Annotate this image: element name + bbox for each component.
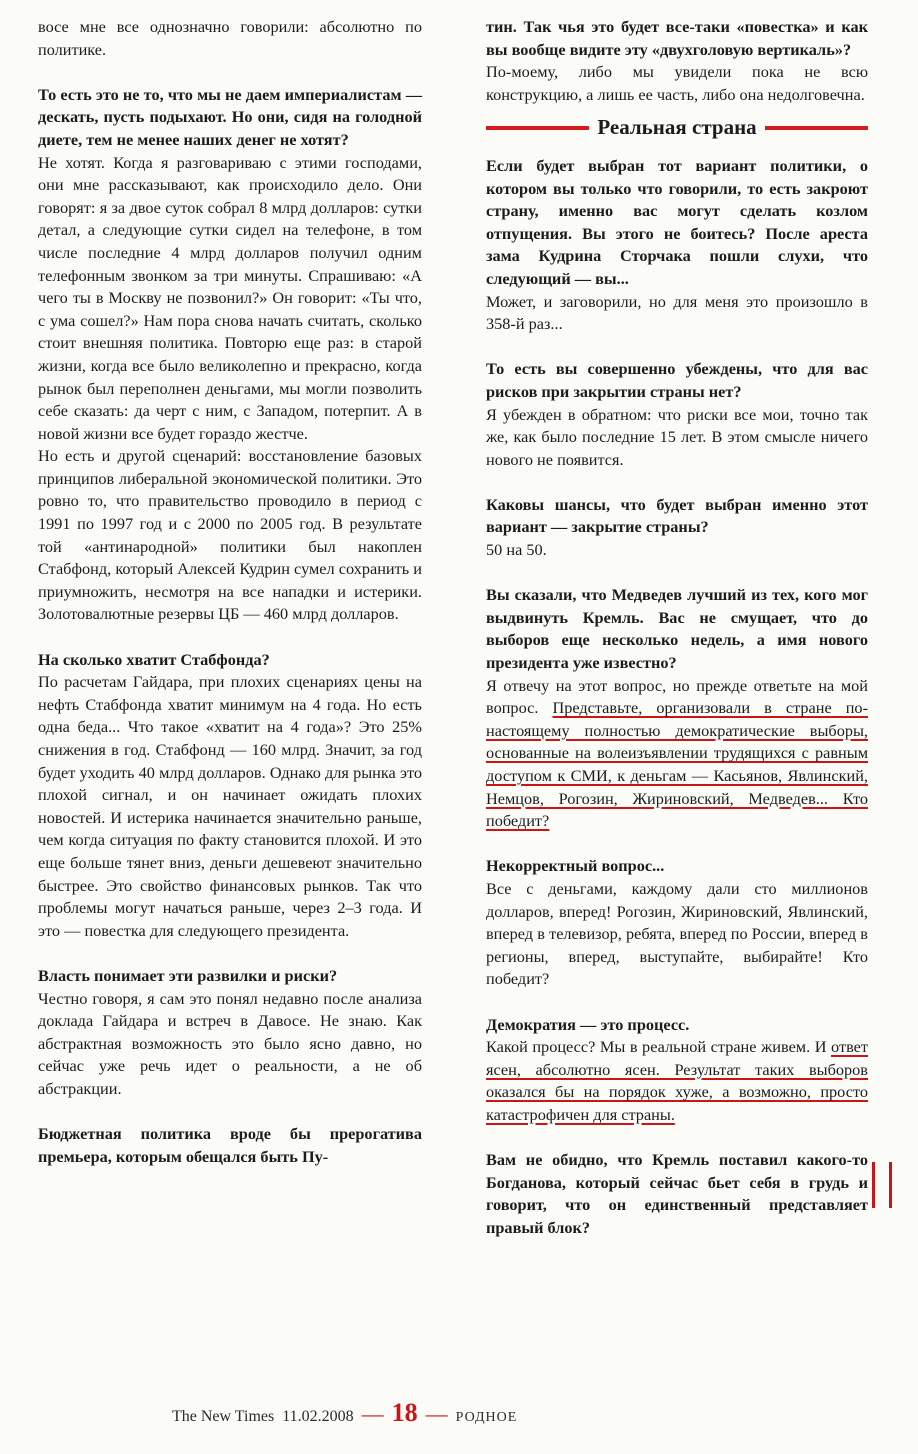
section-heading (486, 116, 868, 139)
question-text: Каковы шансы, что будет выбран именно этот вариант — закрытие страны? (486, 494, 868, 537)
footer-dash-right: — (425, 1401, 448, 1426)
question-text: На сколько хватит Стабфонда? (38, 649, 270, 669)
answer-text: Честно говоря, я сам это понял недавно после анализа доклада Гайдара и встреч в Давосе. Не знаю. Как абстрактная возможность это было ясно давно, но сейчас уже речь идет о реальности, а не об абстракции. (38, 988, 422, 1098)
question (486, 1014, 868, 1037)
question-text: Бюджетная политика вроде бы прерогатива премьера, которым обещался быть Пу- (38, 1124, 422, 1166)
answer (486, 1036, 868, 1126)
question-text: То есть вы совершенно убеждены, что для вас рисков при закрытии страны нет? (486, 359, 868, 401)
answer (38, 671, 422, 942)
right-column-top (486, 16, 868, 106)
answer-text: 50 на 50. (486, 540, 547, 560)
question (38, 649, 422, 672)
answer (486, 404, 868, 472)
question (486, 155, 868, 291)
answer (486, 878, 868, 991)
question-text: Вам не обидно, что Кремль поставил какого-то Богданова, который сейчас бьет себя в грудь и говорит, что он единственный представляет правый блок? (486, 1150, 868, 1237)
paragraph-gap (486, 991, 868, 1014)
footer-dash-left: — (361, 1401, 384, 1426)
answer (486, 675, 868, 833)
answer (38, 988, 422, 1101)
question (486, 855, 868, 878)
page-footer (172, 1398, 517, 1428)
answer-text: Я отвечу на этот вопрос, но прежде ответьте на мой вопрос. (486, 675, 868, 718)
paragraph-gap (38, 942, 422, 965)
answer (486, 291, 868, 336)
question-text: Некорректный вопрос... (486, 856, 665, 876)
answer (38, 445, 422, 626)
question (486, 584, 868, 674)
answer-text: По расчетам Гайдара, при плохих сценариях цены на нефть Стабфонда хватит минимум на 4 года. Но есть одна беда... Что такое «хватит на 4 года»? Это 25% снижения в год. Стабфонд — 160 млрд. Значит, за год будет уходить 40 млрд долларов. Однако для рынка это плохой сигнал, и он начинает ожидать плохих новостей. И истерика начинается значительно раньше, чем когда ситуация по факту становится плохой. И это еще больше тянет вниз, деньги дешевеют значительно быстрее. Это свойство финансовых рынков. Так что проблемы могут начаться раньше, через 2–3 года. И это — повестка для следующего президента. (38, 672, 422, 940)
paragraph-gap (486, 562, 868, 585)
margin-mark (872, 1162, 892, 1208)
paragraph-gap (486, 471, 868, 494)
answer (38, 152, 422, 446)
question-text: Власть понимает эти развилки и риски? (38, 965, 338, 985)
question (486, 16, 868, 61)
question-text: Если будет выбран тот вариант политики, о котором вы только что говорили, то есть закроют страну, именно вас могут сделать козлом отпущения. Вы этого не боитесь? После ареста зама Кудрина Сторчака пошли слухи, что следующий — вы... (486, 155, 868, 288)
paragraph-gap (38, 1101, 422, 1124)
paragraph-gap (486, 336, 868, 359)
question (38, 1123, 422, 1168)
question (38, 965, 422, 988)
answer-text: По-моему, либо мы увидели пока не всю конструкцию, а лишь ее часть, либо она недолговечна. (486, 62, 868, 104)
question (486, 1149, 868, 1239)
answer-text: Какой процесс? Мы в реальной стране живем. И (486, 1037, 827, 1057)
section-heading-text: Реальная страна (597, 115, 757, 140)
section-rule-left (486, 126, 589, 130)
footer-section: РОДНОЕ (455, 1410, 518, 1425)
footer-date: 11.02.2008 (282, 1408, 354, 1425)
question-text: тин. Так чья это будет все-таки «повестка» и как вы вообще видите эту «двухголовую вертикаль»? (486, 17, 868, 59)
paragraph-gap (486, 833, 868, 856)
question (486, 494, 868, 539)
answer-text: Может, и заговорили, но для меня это произошло в 358-й раз... (486, 291, 868, 334)
underlined-text: Представьте, организовали в стране по-настоящему полностью демократические выборы, основанные на волеизъявлении трудящихся с равным доступом к СМИ, к деньгам — Касьянов, Явлинский, Немцов, Рогозин, Жириновский, Медведев... Кто победит? (486, 698, 868, 831)
underlined-text: ответ ясен, абсолютно ясен. Результат таких выборов оказался бы на порядок хуже, а возможно, просто катастрофичен для страны. (486, 1037, 869, 1124)
footer-page-number: 18 (391, 1398, 418, 1427)
answer (38, 16, 422, 61)
left-column (38, 16, 422, 1168)
answer-text: Все с деньгами, каждому дали сто миллионов долларов, вперед! Рогозин, Жириновский, Явлинский, вперед в телевизор, ребята, вперед по России, вперед в регионы, вперед, выступайте, выбирайте! Кто победит? (486, 878, 868, 989)
question-text: Вы сказали, что Медведев лучший из тех, кого мог выдвинуть Кремль. Вас не смущает, что до выборов еще несколько недель, а имя нового президента уже известно? (486, 585, 868, 673)
answer (486, 61, 868, 106)
answer-text: Но есть и другой сценарий: восстановление базовых принципов либеральной экономической политики. Это ровно то, что правительство проводило в период с 1991 по 1997 год и с 2000 по 2005 год. В результате той «антинародной» политики был накоплен Стабфонд, который Алексей Кудрин сумел сохранить и приумножить, несмотря на все нападки и истерики. Золотовалютные резервы ЦБ — 460 млрд долларов. (38, 446, 422, 624)
question-text: Демократия — это процесс. (486, 1014, 690, 1034)
paragraph-gap (38, 61, 422, 84)
paragraph-gap (486, 1127, 868, 1150)
answer-text: восе мне все однозначно говорили: абсолютно по политике. (38, 17, 422, 59)
question (486, 358, 868, 403)
answer-text: Я убежден в обратном: что риски все мои, точно так же, как было последние 15 лет. В этом смысле ничего нового не появится. (486, 404, 868, 469)
footer-magazine: The New Times (172, 1408, 275, 1425)
answer (486, 539, 868, 562)
question (38, 84, 422, 152)
question-text: То есть это не то, что мы не даем империалистам — дескать, пусть подыхают. Но они, сидя на голодной диете, тем не менее наших денег не хотят? (38, 84, 422, 149)
section-rule-right (765, 126, 868, 130)
right-column (486, 16, 868, 1239)
paragraph-gap (38, 626, 422, 649)
answer-text: Не хотят. Когда я разговариваю с этими господами, они мне рассказывают, как происходило дело. Они говорят: я за двое суток собрал 8 млрд долларов: сутки детал, а следующие сутки сидел на телефоне, в том числе последние 4 млрд долларов получил одним телефонным звонком за три минуты. Спрашиваю: «А чего ты в Москву не позвонил?» Он говорит: «Ты что, с ума сошел?» Нам пора снова начать считать, сколько стоит внешняя политика. Повторю еще раз: в старой жизни, когда все было великолепно и прекрасно, когда рынок был переполнен деньгами, мы могли позволить себе сказать: да черт с ним, с Западом, потерпит. А в новой жизни все будет гораздо жестче. (38, 152, 422, 443)
right-column-main (486, 155, 868, 1240)
